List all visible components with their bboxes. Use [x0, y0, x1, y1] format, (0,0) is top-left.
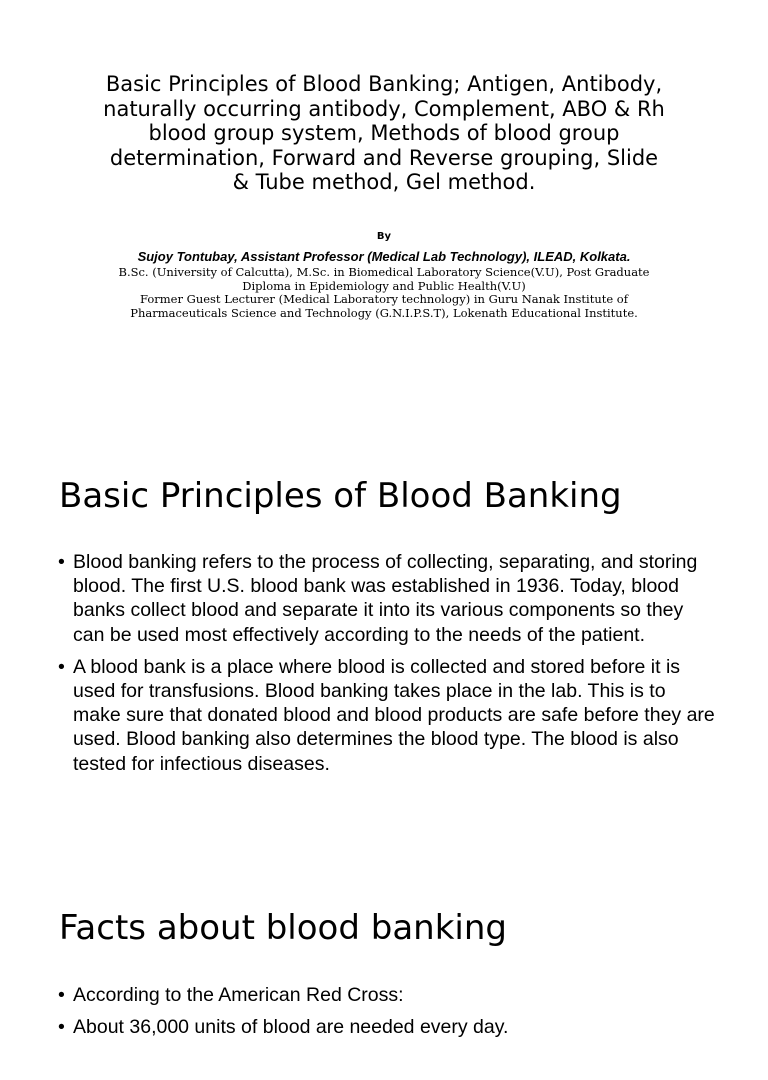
bullet-list: [58, 550, 718, 784]
presentation-title: Basic Principles of Blood Banking; Antigen, Antibody, naturally occurring antibody, Complement, ABO & Rh blood group system, Methods of blood group determination, Forward and Reverse grouping, Slide & Tube method, Gel method.: [103, 72, 665, 194]
list-item-text: Blood banking refers to the process of collecting, separating, and storing blood. The first U.S. blood bank was established in 1936. Today, blood banks collect blood and separate it into its various components so they can be used most effectively according to the needs of the patient.: [73, 551, 698, 646]
slide-heading: Basic Principles of Blood Banking: [59, 476, 622, 516]
former-position-text: Former Guest Lecturer (Medical Laboratory technology) in Guru Nanak Institute of Pharmaceuticals Science and Technology (G.N.I.P.S.T), Lokenath Educational Institute.: [130, 292, 638, 320]
list-item: [58, 550, 718, 647]
list-item-text: About 36,000 units of blood are needed every day.: [73, 1016, 509, 1039]
bullet-icon: •: [58, 1016, 65, 1039]
slide-heading: Facts about blood banking: [59, 908, 507, 948]
author-credentials: [95, 266, 673, 320]
list-item: [58, 655, 718, 776]
bullet-icon: •: [58, 551, 65, 573]
list-item-text: A blood bank is a place where blood is collected and stored before it is used for transfusions. Blood banking takes place in the lab. This is to make sure that donated blood and blood products are safe before they are used. Blood banking also determines the blood type. The blood is also tested for infectious diseases.: [73, 655, 715, 775]
author-line: Sujoy Tontubay, Assistant Professor (Medical Lab Technology), ILEAD, Kolkata.: [137, 249, 631, 264]
credentials-text: B.Sc. (University of Calcutta), M.Sc. in Biomedical Laboratory Science(V.U), Post Graduate Diploma in Epidemiology and Public Health(V.U): [118, 265, 650, 293]
content-slide-facts: [0, 880, 768, 1080]
bullet-icon: •: [58, 655, 65, 678]
bullet-list: [58, 983, 718, 1047]
list-item: [58, 983, 718, 1007]
list-item: [58, 1015, 718, 1039]
by-label: By: [376, 231, 392, 242]
bullet-icon: •: [58, 984, 65, 1006]
content-slide-principles: [0, 440, 768, 860]
list-item-text: According to the American Red Cross:: [73, 984, 404, 1006]
title-slide: [0, 0, 768, 420]
